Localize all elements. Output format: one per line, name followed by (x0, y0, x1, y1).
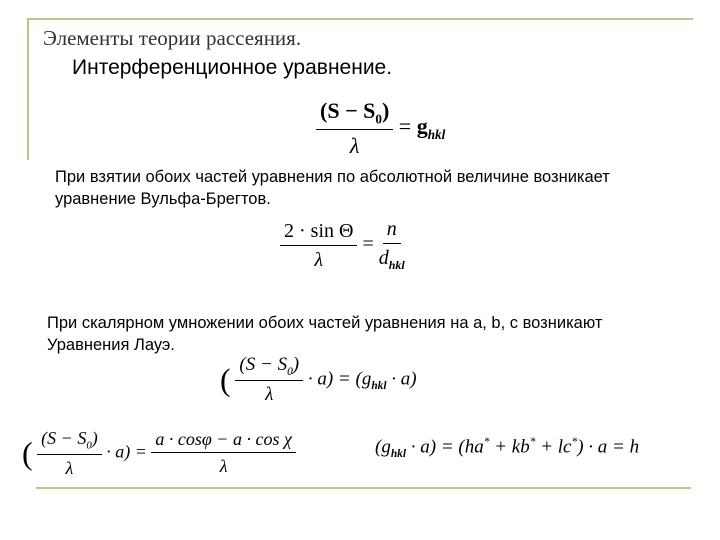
bragg-numerator: 2 · sin Θ (280, 220, 357, 246)
interference-fraction: $\frac{(S - S_0)}{\lambda}$ (316, 98, 393, 159)
subscript-zero: 0 (86, 439, 92, 452)
equals-sign: = (398, 113, 417, 139)
vector-s0: S (77, 428, 87, 448)
bragg-right-fraction (379, 218, 405, 273)
vector-g: g (381, 436, 391, 458)
dot-a-equals: · a) = ( (307, 368, 362, 390)
lambda: λ (65, 457, 74, 478)
paragraph-bragg-line2: уравнение Вульфа-Брегтов. (55, 190, 271, 208)
paragraph-laue (47, 312, 602, 356)
subscript-zero: 0 (375, 111, 382, 127)
bottom-rule (36, 487, 691, 489)
paragraph-bragg-line1: При взятии обоих частей уравнения по абсолютной величине возникает (55, 168, 610, 186)
laue-reciprocal-equation: $(g_{hkl} \cdot a) = (ha^* + kb^* + lc^*) \cdot a = h$ (375, 436, 640, 461)
minus-sign: − (339, 98, 364, 123)
subscript-hkl: hkl (371, 380, 387, 393)
vector-s0: S (363, 98, 376, 123)
subscript-hkl: hkl (390, 448, 407, 461)
vector-g: g (361, 368, 372, 390)
open-paren: ( (220, 361, 231, 398)
paragraph-laue-line2: Уравнения Лауэ. (47, 336, 175, 354)
subscript-hkl: hkl (427, 127, 446, 143)
bragg-equation (280, 218, 405, 273)
subscript-hkl: hkl (388, 258, 405, 272)
spacing-d: d (378, 247, 389, 269)
left-rule (27, 18, 29, 160)
top-rule (27, 18, 693, 20)
laue-dot-equation (220, 354, 417, 406)
lambda: λ (349, 133, 360, 159)
equals-sign: = (362, 233, 379, 256)
paragraph-laue-line1: При скалярном умножении обоих частей уравнения на a, b, c возникают (47, 314, 603, 332)
dot-a-equals: · a) = (106, 441, 152, 462)
open-paren: ( (22, 434, 33, 471)
laue-fraction: $\frac{(S - S_0)}{\lambda}$ (235, 354, 303, 406)
vector-s: S (47, 428, 57, 448)
lambda: λ (314, 248, 324, 271)
reciprocal-a-term: · a) = (ha (406, 436, 484, 458)
reciprocal-b-term: + kb (489, 436, 530, 458)
interference-equation (316, 98, 445, 159)
subscript-zero: 0 (287, 365, 293, 378)
lambda: λ (219, 456, 228, 477)
minus-sign: − (255, 354, 278, 375)
vector-g: g (416, 113, 428, 139)
dot-a-close: · a) (386, 368, 417, 390)
laue-cos-right-fraction (151, 429, 296, 477)
laue-cos-left-fraction: $\frac{(S - S_0)}{\lambda}$ (37, 428, 102, 479)
laue-cosine-equation (22, 428, 296, 479)
vector-s: S (327, 98, 340, 123)
vector-s0: S (277, 354, 288, 375)
result-h: ) · a = h (577, 436, 640, 458)
lambda: λ (265, 383, 274, 405)
order-n: n (383, 218, 401, 244)
star-superscript: * (571, 436, 578, 448)
slide-title: Интерференционное уравнение. (72, 56, 393, 79)
star-superscript: * (483, 436, 490, 448)
cosine-difference: a · cosφ − a · cos χ (151, 429, 296, 453)
paragraph-bragg (55, 166, 610, 210)
slide-subtitle: Элементы теории рассеяния. (43, 26, 302, 50)
vector-s: S (245, 354, 256, 375)
bragg-left-fraction (280, 220, 357, 272)
reciprocal-c-term: + lc (535, 436, 572, 458)
star-superscript: * (529, 436, 536, 448)
minus-sign: − (56, 428, 78, 448)
